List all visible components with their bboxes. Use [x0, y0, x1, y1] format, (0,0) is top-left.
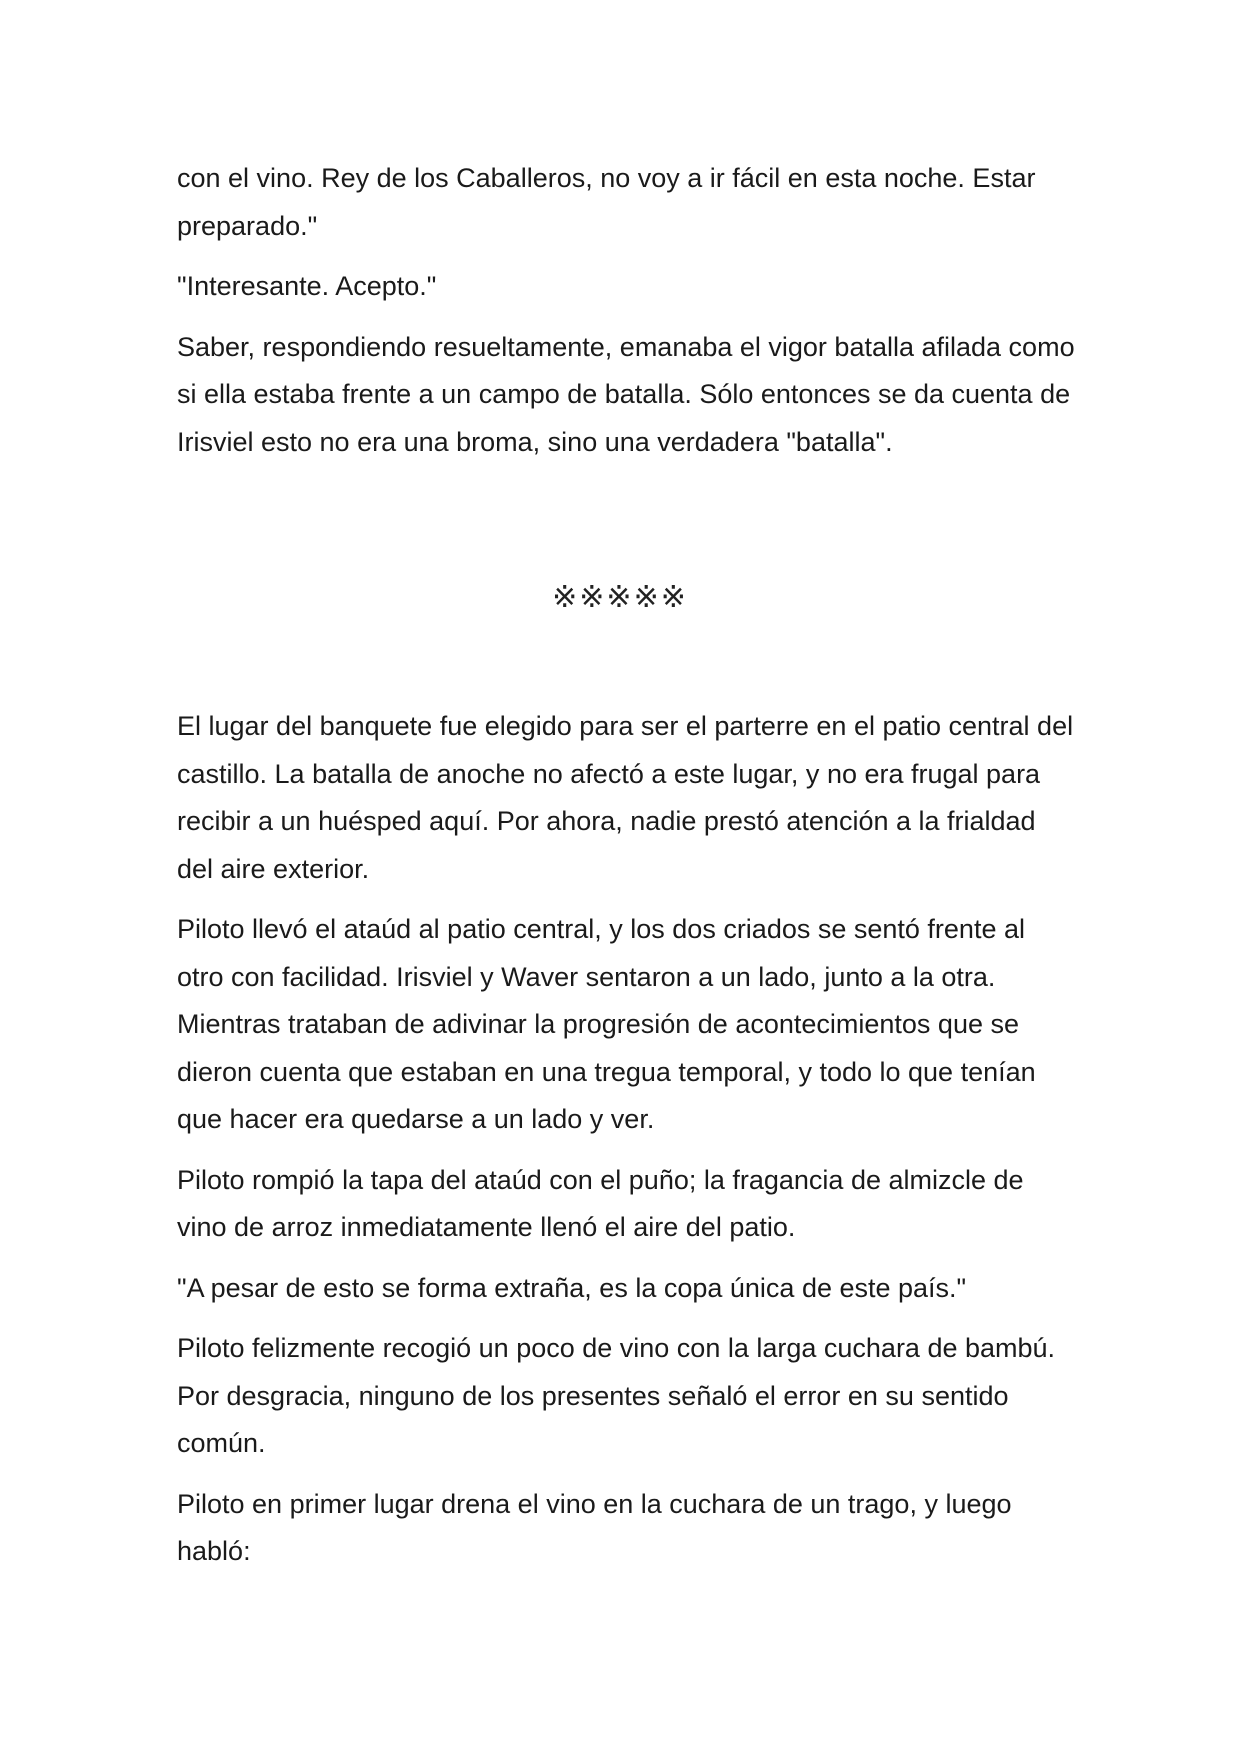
paragraph: Piloto rompió la tapa del ataúd con el puño; la fragancia de almizcle de vino de arroz inmediatamente llenó el aire del patio.: [177, 1164, 1024, 1242]
top-text-block: [177, 155, 1077, 479]
paragraph: Piloto en primer lugar drena el vino en la cuchara de un trago, y luego habló:: [177, 1488, 1012, 1566]
paragraph: con el vino. Rey de los Caballeros, no voy a ir fácil en esta noche. Estar preparado.": [177, 163, 1036, 241]
bottom-text-block: [177, 703, 1077, 1589]
paragraph: "Interesante. Acepto.": [177, 271, 437, 301]
paragraph: Piloto llevó el ataúd al patio central, y los dos criados se sentó frente al otro con facilidad. Irisviel y Waver sentaron a un lado, junto a la otra. Mientras trataban de adivinar la progresión de acontecimientos que se dieron cuenta que estaban en una tregua temporal, y todo lo que tenían que hacer era quedarse a un lado y ver.: [177, 914, 1036, 1134]
paragraph: "A pesar de esto se forma extraña, es la copa única de este país.": [177, 1272, 967, 1303]
paragraph: Piloto felizmente recogió un poco de vino con la larga cuchara de bambú. Por desgracia, ninguno de los presentes señaló el error en su sentido común.: [177, 1333, 1056, 1458]
paragraph: Saber, respondiendo resueltamente, emanaba el vigor batalla afilada como si ella estaba frente a un campo de batalla. Sólo entonces se da cuenta de Irisviel esto no era una broma, sino una verdadera "batalla".: [177, 331, 1075, 457]
paragraph: El lugar del banquete fue elegido para ser el parterre en el patio central del castillo. La batalla de anoche no afectó a este lugar, y no era frugal para recibir a un huésped aquí. Por ahora, nadie prestó atención a la frialdad del aire exterior.: [177, 711, 1074, 884]
section-separator: ※※※※※: [552, 580, 688, 615]
